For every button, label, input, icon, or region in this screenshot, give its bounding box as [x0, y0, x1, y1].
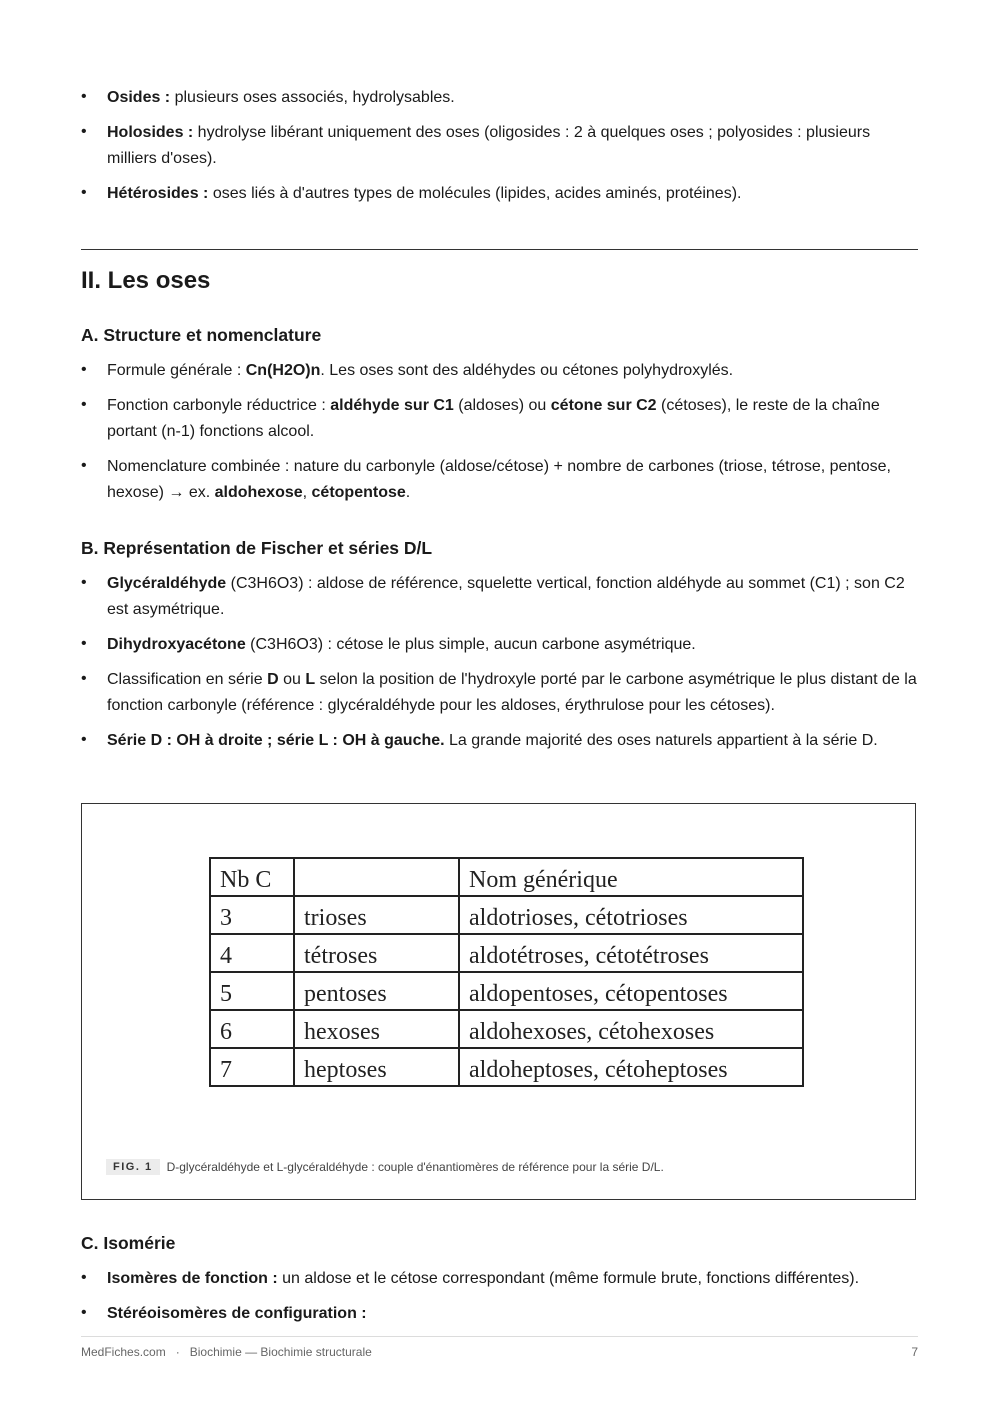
- table-cell: aldotrioses, cétotrioses: [459, 896, 803, 934]
- table-header-cell: Nom générique: [459, 858, 803, 896]
- bullet-formule: • Formule générale : Cn(H2O)n. Les oses sont des aldéhydes ou cétones polyhydroxylés.: [81, 361, 734, 379]
- bullet-glyceraldehyde: • Glycéraldéhyde (C3H6O3) : aldose de référence, squelette vertical, fonction aldéhyde au sommet (C1) ; son C2 est asymétrique.: [81, 574, 905, 618]
- table-cell: pentoses: [294, 972, 459, 1010]
- subsection-c: [81, 1231, 918, 1336]
- section-divider: [81, 249, 918, 250]
- table-cell: 4: [210, 934, 294, 972]
- table-row: [210, 934, 803, 972]
- table-cell: 6: [210, 1010, 294, 1048]
- figure-caption: [106, 1159, 664, 1175]
- table-row: [210, 1010, 803, 1048]
- table-cell: aldoheptoses, cétoheptoses: [459, 1048, 803, 1086]
- page-footer: [81, 1336, 918, 1359]
- table-cell: 5: [210, 972, 294, 1010]
- figure-tag: FIG. 1: [106, 1159, 160, 1175]
- table-cell: 3: [210, 896, 294, 934]
- subsection-c-title: C. Isomérie: [81, 1233, 176, 1253]
- table-row: [210, 972, 803, 1010]
- table-row: [210, 896, 803, 934]
- table-row: [210, 1048, 803, 1086]
- table-cell: 7: [210, 1048, 294, 1086]
- figure-caption-text: D-glycéraldéhyde et L-glycéraldéhyde : couple d'énantiomères de référence pour la série D/L.: [166, 1160, 664, 1174]
- table-cell: hexoses: [294, 1010, 459, 1048]
- section-title-wrap: [81, 266, 918, 296]
- table-cell: heptoses: [294, 1048, 459, 1086]
- footer-separator: ·: [175, 1345, 180, 1359]
- footer-site: MedFiches.com: [81, 1345, 166, 1359]
- bullet-dihydroxyacetone: • Dihydroxyacétone (C3H6O3) : cétose le plus simple, aucun carbone asymétrique.: [81, 635, 696, 653]
- page-number: 7: [911, 1345, 918, 1359]
- table-cell: trioses: [294, 896, 459, 934]
- footer-path: Biochimie — Biochimie structurale: [189, 1345, 372, 1359]
- bullet-serie-dl: • Série D : OH à droite ; série L : OH à gauche. La grande majorité des oses naturels appartient à la série D.: [81, 731, 878, 749]
- footer-left: [81, 1345, 372, 1359]
- bullet-classification: • Classification en série D ou L selon la position de l'hydroxyle porté par le carbone asymétrique le plus distant de la fonction carbonyle (référence : glycéraldéhyde pour les aldoses, érythrulose pour les cétoses).: [81, 670, 917, 714]
- table-cell: aldohexoses, cétohexoses: [459, 1010, 803, 1048]
- table-header-row: [210, 858, 803, 896]
- bullet-holosides: • Holosides : hydrolyse libérant uniquement des oses (oligosides : 2 à quelques oses ; polyosides : plusieurs milliers d'oses).: [81, 123, 871, 167]
- bullet-stereoisomeres: • Stéréoisomères de configuration :: [81, 1304, 367, 1322]
- figure-box: [81, 803, 916, 1200]
- section-divider-wrap: [81, 249, 918, 250]
- table-cell: aldopentoses, cétopentoses: [459, 972, 803, 1010]
- bullet-osides: • Osides : plusieurs oses associés, hydrolysables.: [81, 88, 455, 106]
- subsection-b: [81, 536, 918, 763]
- bullet-nomenclature: • Nomenclature combinée : nature du carbonyle (aldose/cétose) + nombre de carbones (triose, tétrose, pentose, hexose) → ex. aldohexose, cétopentose.: [81, 457, 891, 501]
- table-cell: aldotétroses, cétotétroses: [459, 934, 803, 972]
- section-title: II. Les oses: [81, 267, 211, 294]
- bullet-isomeres-fonction: • Isomères de fonction : un aldose et le cétose correspondant (même formule brute, fonctions différentes).: [81, 1269, 860, 1287]
- table-cell: tétroses: [294, 934, 459, 972]
- oses-table: [209, 857, 804, 1087]
- subsection-a: [81, 323, 918, 515]
- bullet-heterosides: • Hétérosides : oses liés à d'autres types de molécules (lipides, acides aminés, protéines).: [81, 184, 742, 202]
- subsection-a-title: A. Structure et nomenclature: [81, 325, 322, 345]
- bullet-carbonyle: • Fonction carbonyle réductrice : aldéhyde sur C1 (aldoses) ou cétone sur C2 (cétoses), le reste de la chaîne portant (n-1) fonctions alcool.: [81, 396, 880, 440]
- subsection-b-title: B. Représentation de Fischer et séries D/L: [81, 538, 433, 558]
- table-header-cell: Nb C: [210, 858, 294, 896]
- top-bullet-list: [81, 85, 918, 216]
- table-header-cell: [294, 858, 459, 896]
